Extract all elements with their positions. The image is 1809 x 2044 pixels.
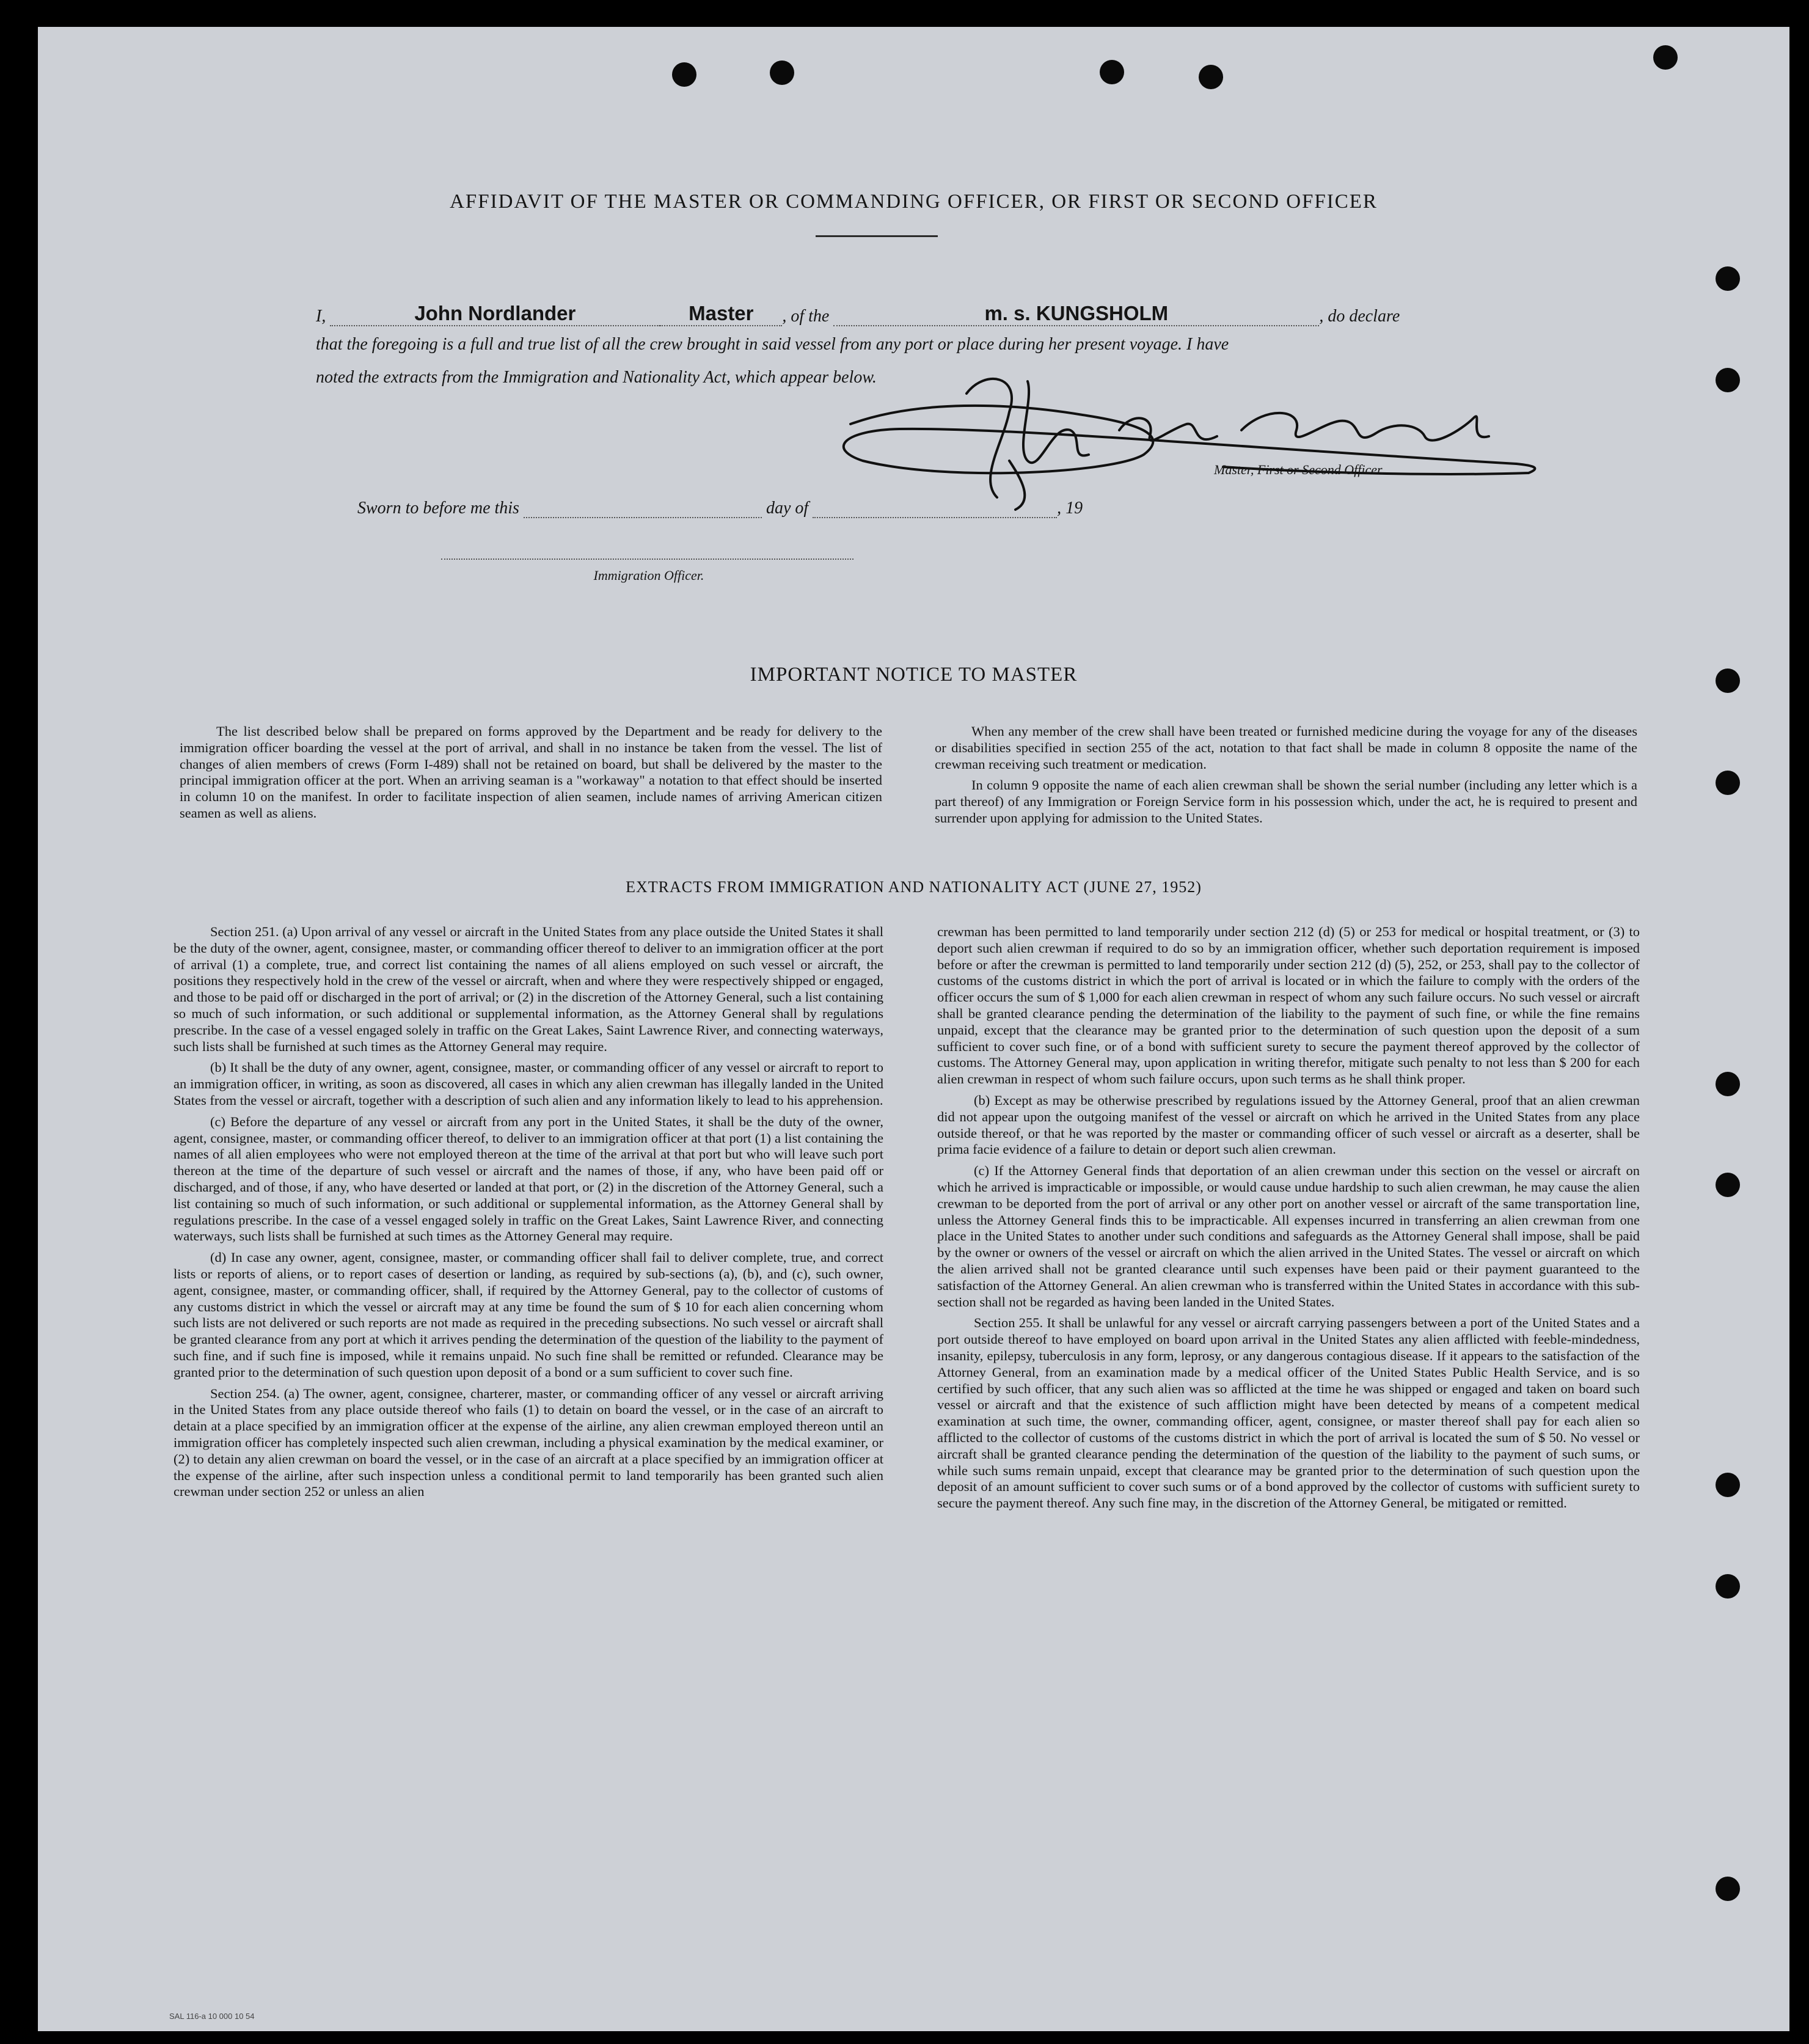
punch-hole: [1100, 60, 1124, 84]
punch-hole: [770, 60, 794, 85]
punch-hole: [1653, 45, 1678, 70]
form-code: SAL 116-a 10 000 10 54: [169, 2012, 255, 2021]
punch-hole: [1716, 368, 1740, 392]
vessel-name-field: [833, 302, 1319, 326]
declaration-line-2: that the foregoing is a full and true list of all the crew brought in said vessel from any port or place during her present voyage. I have: [316, 335, 1229, 354]
extracts-heading: EXTRACTS FROM IMMIGRATION AND NATIONALITY ACT (JUNE 27, 1952): [626, 878, 1202, 896]
punch-hole: [1716, 266, 1740, 291]
notice-paragraph: When any member of the crew shall have been treated or furnished medicine during the voyage for any of the diseases or disabilities specified in section 255 of the act, notation to that fact shall be made in column 8 opposite the name of the crewman receiving such treatment or medication.: [935, 723, 1637, 772]
master-name: John Nordlander: [414, 302, 576, 324]
extracts-left-column: [174, 924, 883, 1500]
punch-hole: [1716, 771, 1740, 795]
day-of-label: day of: [766, 499, 809, 518]
notice-left-column: [180, 723, 882, 822]
punch-hole: [1716, 1173, 1740, 1197]
punch-hole: [1716, 1574, 1740, 1599]
sworn-line: [357, 497, 1083, 518]
extract-paragraph: Section 255. It shall be unlawful for any vessel or aircraft carrying passengers between a port of the United States and a port outside thereof to have employed on board upon arrival in the United States any alien afflicted with feeble-mindedness, insanity, epilepsy, tuberculosis in any form, leprosy, or any dangerous contagious disease. If it appears to the satisfaction of the Attorney General, from an examination made by a medical officer of the United States Public Health Service, and is so certified by such officer, that any such alien was so afflicted at the time he was shipped or engaged and taken on board such vessel or aircraft and that the existence of such affliction might have been detected by means of a competent medical examination at such time, the owner, commanding officer, agent, consignee, or master thereof shall pay for each alien so afflicted to the collector of customs of the customs district in which the port of arrival is located the sum of $ 50. No vessel or aircraft shall be granted clearance pending the determination of the question of the liability to the payment of such sums, or while such sums remain unpaid, except that clearance may be granted prior to the determination of such question upon the deposit of an amount sufficient to cover such sums or of a bond approved by the collector of customs with sufficient surety to secure the payment thereof. Any such fine may, in the discretion of the Attorney General, be mitigated or remitted.: [937, 1315, 1640, 1511]
signature-caption: Master, First or Second Officer.: [1214, 462, 1384, 477]
rank-field: [660, 302, 782, 326]
vessel-name: m. s. KUNGSHOLM: [984, 302, 1169, 324]
punch-hole: [1199, 65, 1223, 89]
extract-paragraph: (b) Except as may be otherwise prescribed by regulations issued by the Attorney General, proof that an alien crewman did not appear upon the outgoing manifest of the vessel or aircraft on which he arrived in the United States from any place outside thereof, or that he was reported by the master or commanding officer of such vessel or aircraft as a deserter, shall be prima facie evidence of a failure to detain or deport such alien crewman.: [937, 1092, 1640, 1157]
punch-hole: [672, 62, 696, 87]
title-divider: [816, 235, 938, 237]
sworn-day-field: [524, 497, 762, 518]
declaration-prefix: I,: [316, 307, 326, 326]
immigration-officer-label: Immigration Officer.: [593, 568, 704, 583]
extracts-right-column: [937, 924, 1640, 1512]
master-rank: Master: [689, 302, 754, 324]
declaration-line-3: noted the extracts from the Immigration and Nationality Act, which appear below.: [316, 368, 877, 387]
punch-hole: [1716, 1072, 1740, 1096]
sworn-month-field: [813, 497, 1057, 518]
extract-paragraph: (c) If the Attorney General finds that deportation of an alien crewman under this section on the vessel or aircraft on which he arrived is impracticable or impossible, or would cause undue hardship to such alien crewman, he may cause the alien crewman to be deported from the port of arrival or any other port on another vessel or aircraft of the same transportation line, unless the Attorney General finds this to be impracticable. All expenses incurred in transferring an alien crewman from one place in the United States to another under such conditions and safeguards as the Attorney General shall impose, shall be paid by the owner or owners of the vessel or aircraft on which the alien arrived in the United States. The vessel or aircraft on which the alien arrived shall not be granted clearance until such expenses have been paid or their payment guaranteed to the satisfaction of the Attorney General. An alien crewman who is transferred within the United States in accordance with this sub-section shall not be regarded as having been landed in the United States.: [937, 1163, 1640, 1310]
affidavit-title: AFFIDAVIT OF THE MASTER OR COMMANDING OFFICER, OR FIRST OR SECOND OFFICER: [450, 191, 1378, 213]
declaration-line-1: [316, 302, 1477, 335]
notice-right-column: [935, 723, 1637, 827]
extract-paragraph: crewman has been permitted to land temporarily under section 212 (d) (5) or 253 for medical or hospital treatment, or (3) to deport such alien crewman if required to do so by an immigration officer, whether such deportation requirement is imposed before or after the crewman is permitted to land temporarily under section 212 (d) (5), 252, or 253, shall pay to the collector of customs of the customs district in which the port of arrival is located or in which the failure to comply with the orders of the officer occurs the sum of $ 1,000 for each alien crewman in respect of whom any such failure occurs. No such vessel or aircraft shall be granted clearance pending the determination of the liability to the payment of such fine, or while the fine remains unpaid, except that the clearance may be granted prior to the determination of such question upon the deposit of a sum sufficient to cover such fine, or of a bond with sufficient surety to secure the payment thereof approved by the collector of customs. The Attorney General may, upon application in writing therefor, mitigate such penalty to not less than $ 200 for each alien crewman in respect of whom such failure occurs, upon such terms as he shall think proper.: [937, 924, 1640, 1087]
extract-paragraph: Section 251. (a) Upon arrival of any vessel or aircraft in the United States from any place outside the United States it shall be the duty of the owner, agent, consignee, master, or commanding officer thereof to deliver to an immigration officer at the port of arrival (1) a complete, true, and correct list containing the names of all aliens employed on such vessel or aircraft, the positions they respectively hold in the crew of the vessel or aircraft, when and where they were respectively shipped or engaged, and those to be paid off or discharged in the port of arrival; or (2) in the discretion of the Attorney General, such a list containing so much of such information, or such additional or supplemental information, as the Attorney General shall by regulations prescribe. In the case of a vessel engaged solely in traffic on the Great Lakes, Saint Lawrence River, and connecting waterways, such lists shall be furnished at such times as the Attorney General may require.: [174, 924, 883, 1054]
sworn-prefix: Sworn to before me this: [357, 499, 519, 518]
extract-paragraph: (d) In case any owner, agent, consignee, master, or commanding officer shall fail to deliver complete, true, and correct lists or reports of aliens, or to report cases of desertion or landing, as required by sub-sections (a), (b), and (c), such owner, agent, consignee, master, or commanding officer, shall, if required by the Attorney General, pay to the collector of customs of any customs district in which the vessel or aircraft may at any time be found the sum of $ 10 for each alien concerning whom such lists are not delivered or such reports are not made as required in the preceding subsections. No such vessel or aircraft shall be granted clearance from any port at which it arrives pending the determination of the question of the liability to the payment of such fine, and if such fine is imposed, while it remains unpaid. No such fine shall be remitted or refunded. Clearance may be granted prior to the determination of such question upon deposit of a bond or a sum sufficient to cover such fine.: [174, 1250, 883, 1380]
extract-paragraph: (c) Before the departure of any vessel or aircraft from any port in the United States, it shall be the duty of the owner, agent, consignee, master, or commanding officer thereof, to deliver to an immigration officer at that port (1) a list containing the names of all alien employees who were not employed thereon at the time of the arrival at that port but who will leave such port thereon at the time of the departure of such vessel or aircraft and the names of those, if any, who have been paid off or discharged, and of those, if any, who have deserted or landed at that port, or (2) in the discretion of the Attorney General, such a list containing so much of such information, or such additional or supplemental information, as the Attorney General shall by regulations prescribe. In the case of a vessel engaged solely in traffic on the Great Lakes, Saint Lawrence River, and connecting waterways, such lists shall be furnished at such times as the Attorney General may require.: [174, 1113, 883, 1244]
notice-heading: IMPORTANT NOTICE TO MASTER: [750, 664, 1078, 686]
punch-hole: [1716, 1473, 1740, 1497]
notice-paragraph: The list described below shall be prepared on forms approved by the Department and be ready for delivery to the immigration officer boarding the vessel at the port of arrival, and shall in no instance be taken from the vessel. The list of changes of alien members of crews (Form I-489) shall not be retained on board, but shall be delivered by the master to the principal immigration officer at the port. When an arriving seaman is a "workaway" a notation to that effect should be inserted in column 10 on the manifest. In order to facilitate inspection of alien seamen, include names of arriving American citizen seamen as well as aliens.: [180, 723, 882, 821]
master-signature: [826, 357, 1547, 516]
master-name-field: [330, 302, 660, 326]
document-page: [38, 27, 1789, 2031]
notice-paragraph: In column 9 opposite the name of each alien crewman shall be shown the serial number (including any letter which is a part thereof) of any Immigration or Foreign Service form in his possession which, under the act, he is required to present and surrender upon applying for admission to the United States.: [935, 777, 1637, 826]
sworn-year-label: , 19: [1057, 499, 1083, 518]
of-the-label: , of the: [782, 307, 830, 326]
punch-hole: [1716, 1877, 1740, 1901]
extract-paragraph: Section 254. (a) The owner, agent, consignee, charterer, master, or commanding officer of any vessel or aircraft arriving in the United States from any place outside thereof who fails (1) to detain on board the vessel, or in the case of an aircraft to detain at a place specified by an immigration officer at the expense of the airline, any alien crewman employed thereon until an immigration officer has completely inspected such alien crewman, including a physical examination by the medical examiner, or (2) to detain any alien crewman on board the vessel, or in the case of an aircraft at a place specified by an immigration officer at the expense of the airline, after such inspection unless a conditional permit to land temporarily has been granted such alien crewman under section 252 or unless an alien: [174, 1385, 883, 1500]
extract-paragraph: (b) It shall be the duty of any owner, agent, consignee, master, or commanding officer of any vessel or aircraft to report to an immigration officer, in writing, as soon as discovered, all cases in which any alien crewman has illegally landed in the United States from the vessel or aircraft, together with a description of such alien and any information likely to lead to his apprehension.: [174, 1060, 883, 1108]
do-declare-label: , do declare: [1319, 307, 1400, 326]
immigration-officer-signature-line: [441, 559, 853, 560]
